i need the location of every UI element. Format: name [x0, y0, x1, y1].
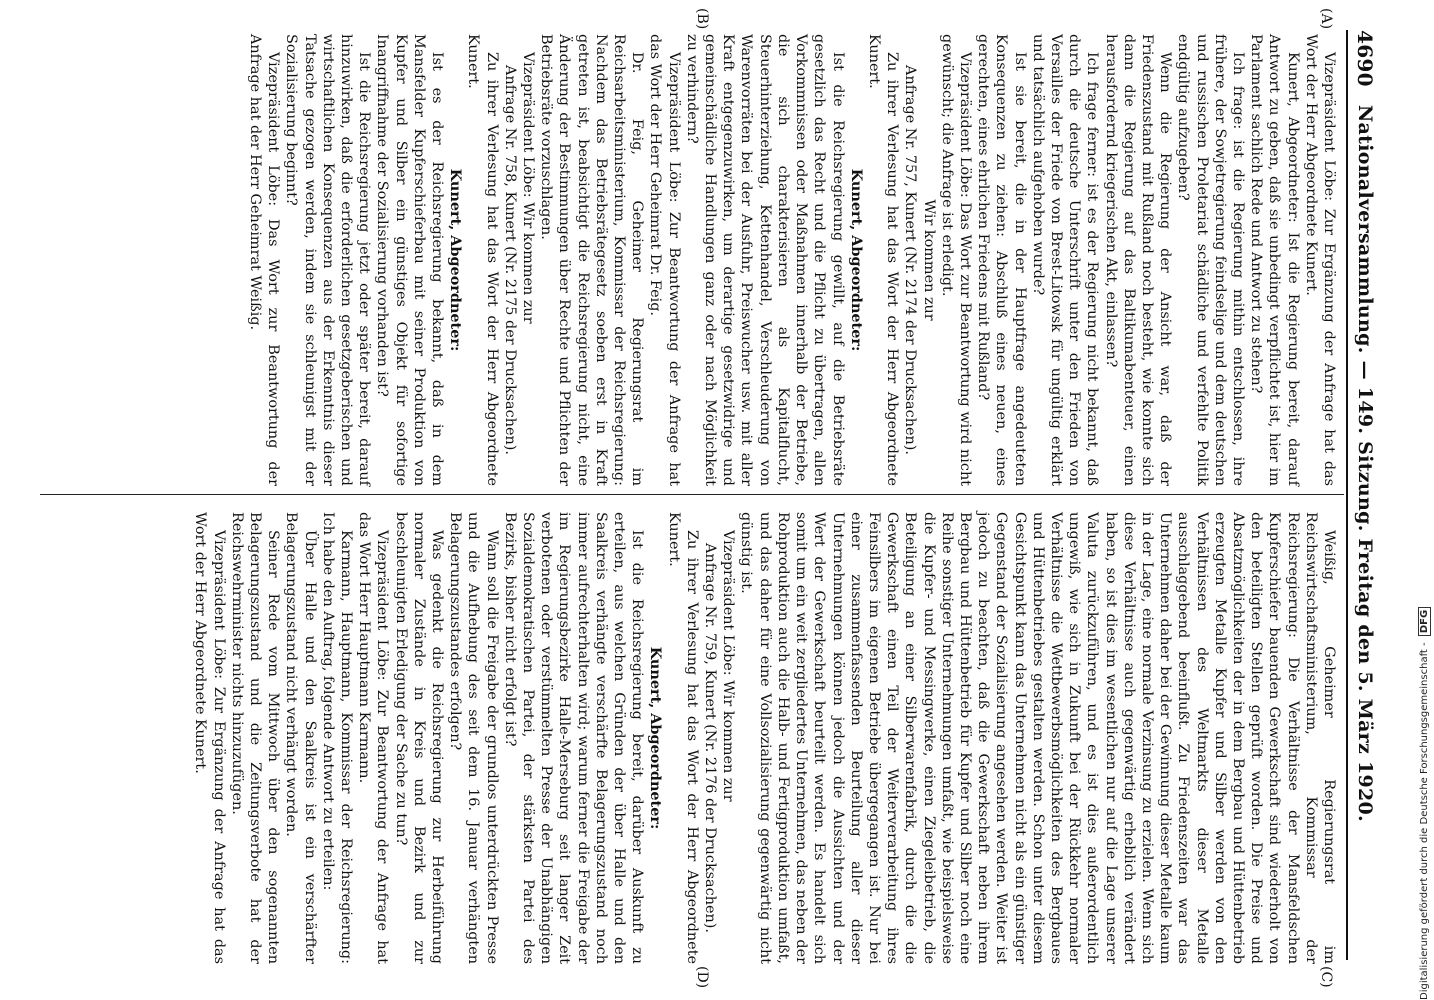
paragraph: Anfrage Nr. 758, Kunert (Nr. 2175 der Drucksachen). [501, 65, 518, 455]
paragraph: Anfrage Nr. 757, Kunert (Nr. 2174 der Drucksachen). [902, 65, 919, 455]
paragraph: Ich frage: ist die Regierung mithin entschlossen, ihre frühere, der Sowjetregierung feindselige und dem deutschen und russischen Proletariat schädliche und verfehlte Politik endgültig aufzugeben? [1175, 34, 1246, 486]
paragraph: Weißig, Geheimer Regierungsrat im Reichswirtschaftsministerium, Kommissar der Reichsregierung: Die Verhältnisse der Mansfeldschen Kupferschiefer bauenden Gewerkschaft sind wiederholt von den beteiligten Stellen geprüft worden. Die Preise und Absatzmöglichkeiten der in dem Bergbau und Hüttenbetrieb erzeugten Metalle Kupfer und Silber werden von den Verhältnissen des Weltmarkts dieser Metalle ausschlaggebend beeinflußt. Zu Friedenszeiten war das Unternehmen daher bei der Gewinnung dieser Metalle kaum in der Lage, eine normale Verzinsung zu erzielen. Wenn sich diese Verhältnisse auch gegenwärtig erheblich verändert haben, so ist dies im wesentlichen nur auf die Lage unserer Valuta zurückzuführen, und es ist dies außerordentlich ungewiß, wie sich in Zukunft bei der Rückkehr normaler Verhältnisse die Wettbewerbsmöglichkeiten des Bergbaues und Hüttenbetriebes gestalten werden. Schon unter diesem Gesichtspunkt kann das Unternehmen nicht als ein günstiger Gegenstand der Sozialisierung angesehen werden. Weiter ist jedoch zu beachten, daß die Gewerkschaft neben ihrem Bergbau und Hüttenbetrieb für Kupfer und Silber noch eine Reihe sonstiger Unternehmungen umfaßt, wie beispielsweise die Kupfer- und Messingwerke, einen Ziegeleibetrieb, die Beteiligung an einer Silberwarenfabrik, durch die die Gewerkschaft einen Teil der Weiterverarbeitung ihres Feinsilbers im eigenen Betriebe übergegangen ist. Nur bei einer zusammenfassenden Beurteilung aller dieser Unternehmungen können jedoch die Aussichten und der Wert der Gewerkschaft beurteilt werden. Es handelt sich somit um ein weit zergliedertes Unternehmen, das neben der Rohproduktion auch die Halb- und Fertigproduktion umfaßt, und das daher für eine Vollsozialisierung gegenwärtig nicht günstig ist. [738, 512, 1337, 964]
paragraph: Ich frage ferner: ist es der Regierung nicht bekannt, daß durch die deutsche Unterschrift unter den Frieden von Versailles der Friede von Brest-Litowsk für ungültig erklärt und tatsächlich aufgehoben wurde? [1029, 34, 1101, 486]
paragraph: Vizepräsident Löbe: Zur Beantwortung der Anfrage hat das Wort Herr Hauptmann Karmann. [356, 512, 391, 964]
speaker-line: Kunert, Abgeordneter: [447, 168, 465, 352]
paragraph: Vizepräsident Löbe: Das Wort zur Beantwortung der Anfrage hat der Herr Geheimrat Weißig. [247, 34, 282, 486]
footer-strip [1418, 0, 1434, 1000]
paragraph: Zu ihrer Verlesung hat das Wort der Herr Abgeordnete Kunert. [865, 34, 901, 486]
paragraph: Anfrage Nr. 759, Kunert (Nr. 2176 der Drucksachen). [702, 543, 719, 933]
footer-text: Digitalisierung gefördert durch die Deutsche Forschungsgemeinschaft - [1419, 642, 1430, 1000]
paragraph: Vizepräsident Löbe: Das Wort zur Beantwortung wird nicht gewünscht; die Anfrage ist erledigt. [938, 34, 973, 486]
paragraph: Ist die Reichsregierung gewillt, auf die Betriebsräte gesetzlich das Recht und die Pflicht zu übertragen, allen Vorkommnissen oder Maßnahmen innerhalb der Betriebe, die sich charakterisieren als Kapitalflucht, Steuerhinterziehung, Kettenhandel, Verschleuderung von Warenvorräten bei der Ausfuhr, Preiswucher usw. mit aller Kraft entgegenzuwirken, um derartige gesetzwidrige und gemeinschädliche Handlungen ganz oder nach Möglichkeit zu verhindern? [683, 34, 846, 486]
paragraph: Zu ihrer Verlesung hat das Wort der Herr Abgeordnete Kunert. [665, 512, 700, 964]
paragraph: Seiner Rede vom Mittwoch über den sogenannten Belagerungszustand und die Zeitungsverbote hat der Reichswehrminister nichts hinzuzufügen. [228, 512, 282, 964]
page-number: 4690 [1353, 30, 1377, 87]
margin-mark-a: (A) [1318, 8, 1334, 30]
paragraph: Karmann, Hauptmann, Kommissar der Reichsregierung: Ich habe den Auftrag, folgende Antwort zu erteilen: [319, 512, 355, 964]
right-column [191, 512, 1338, 964]
footer [1418, 607, 1432, 1000]
paragraph: Vizepräsident Löbe: Zur Ergänzung der Anfrage hat das Wort der Herr Abgeordnete Kunert. [192, 512, 227, 964]
column-divider [40, 494, 1344, 495]
paragraph: Zu ihrer Verlesung hat das Wort der Herr Abgeordnete Kunert. [465, 34, 500, 486]
paragraph: Dr. Feig, Geheimer Regierungsrat im Reichsarbeitsministerium, Kommissar der Reichsregierung: Nachdem das Betriebsrätegesetz soeben erst in Kraft getreten ist, beabsichtigt die Reichsregierung nicht, eine Änderung der Bestimmungen über Rechte und Pflichten der Betriebsräte vorzuschlagen. [538, 34, 646, 486]
margin-mark-b: (B) [694, 8, 710, 30]
paragraph: Ist es der Reichsregierung bekannt, daß in dem Mansfelder Kupferschieferbau mit seiner Produktion von Kupfer und Silber ein günstiges Objekt für sofortige Inangriffnahme der Sozialisierung vorhanden ist? [374, 34, 446, 486]
paragraph: Wir kommen zur [920, 199, 937, 321]
page-header [1346, 30, 1382, 960]
paragraph: Wann soll die Freigabe der grundlos unterdrückten Presse und die Aufhebung des seit dem 16. Januar verhängten Belagerungszustandes erfolgen? [447, 512, 500, 964]
paragraph: Ist die Reichsregierung bereit, darüber Auskunft zu erteilen, aus welchen Gründen der über Halle und den Saalkreis verhängte verschärfte Belagerungszustand noch immer aufrechterhalten wird; warum ferner die Freigabe der im Regierungsbezirke Halle-Merseburg seit langer Zeit verbotenen oder verstümmelten Presse der Unabhängigen Sozialdemokratischen Partei, der stärksten Partei des Bezirks, bisher nicht erfolgt ist? [501, 512, 646, 964]
paragraph: Vizepräsident Löbe: Zur Ergänzung der Anfrage hat das Wort der Herr Abgeordnete Kunert. [1302, 34, 1337, 486]
paragraph: Vizepräsident Löbe: Wir kommen zur [720, 530, 737, 802]
paragraph: Kunert, Abgeordneter: Ist die Regierung bereit, darauf Antwort zu geben, daß sie unbedingt verpflichtet ist, hier im Parlament sachlich Rede und Antwort zu stehen? [1248, 34, 1301, 486]
paragraph: Was gedenkt die Reichsregierung zur Herbeiführung normaler Zustände in Kreis und Bezirk und zur beschleunigten Erledigung der Sache zu tun? [392, 512, 446, 964]
paragraph: Vizepräsident Löbe: Wir kommen zur [520, 52, 537, 324]
margin-mark-d: (D) [694, 966, 710, 989]
paragraph: Wenn die Regierung der Ansicht war, daß der Friedenszustand mit Rußland noch besteht, wie konnte sich dann die Regierung auf das Baltikumabenteuer, einen herausfordernd kriegerischen Akt, einlassen? [1102, 34, 1174, 486]
speaker-line: Kunert, Abgeordneter: [647, 646, 665, 830]
paragraph: Ist die Reichsregierung jetzt oder später bereit, darauf hinzuwirken, daß die erforderlichen gesetzgeberischen und wirtschaftlichen Konsequenzen aus der Erkenntnis dieser Tatsache gezogen werden, indem sie schleunigst mit der Sozialisierung beginnt? [283, 34, 373, 486]
paragraph: Vizepräsident Löbe: Zur Beantwortung der Anfrage hat das Wort der Herr Geheimrat Dr. Feig. [647, 34, 682, 486]
speaker-line: Kunert, Abgeordneter: [847, 168, 865, 352]
dfg-logo: DFG [1418, 607, 1431, 636]
paragraph: Über Halle und den Saalkreis ist ein verschärfter Belagerungszustand nicht verhängt worden. [283, 512, 318, 964]
left-column [246, 34, 1338, 486]
page-title: Nationalversammlung. — 149. Sitzung. Freitag den 5. März 1920. [1354, 104, 1376, 822]
paragraph: Ist sie bereit, die in der Hauptfrage angedeuteten Konsequenzen zu ziehen: Abschluß eines neuen, eines gerechten, eines ehrlichen Friedens mit Rußland? [975, 34, 1028, 486]
margin-mark-c: (C) [1318, 966, 1334, 988]
